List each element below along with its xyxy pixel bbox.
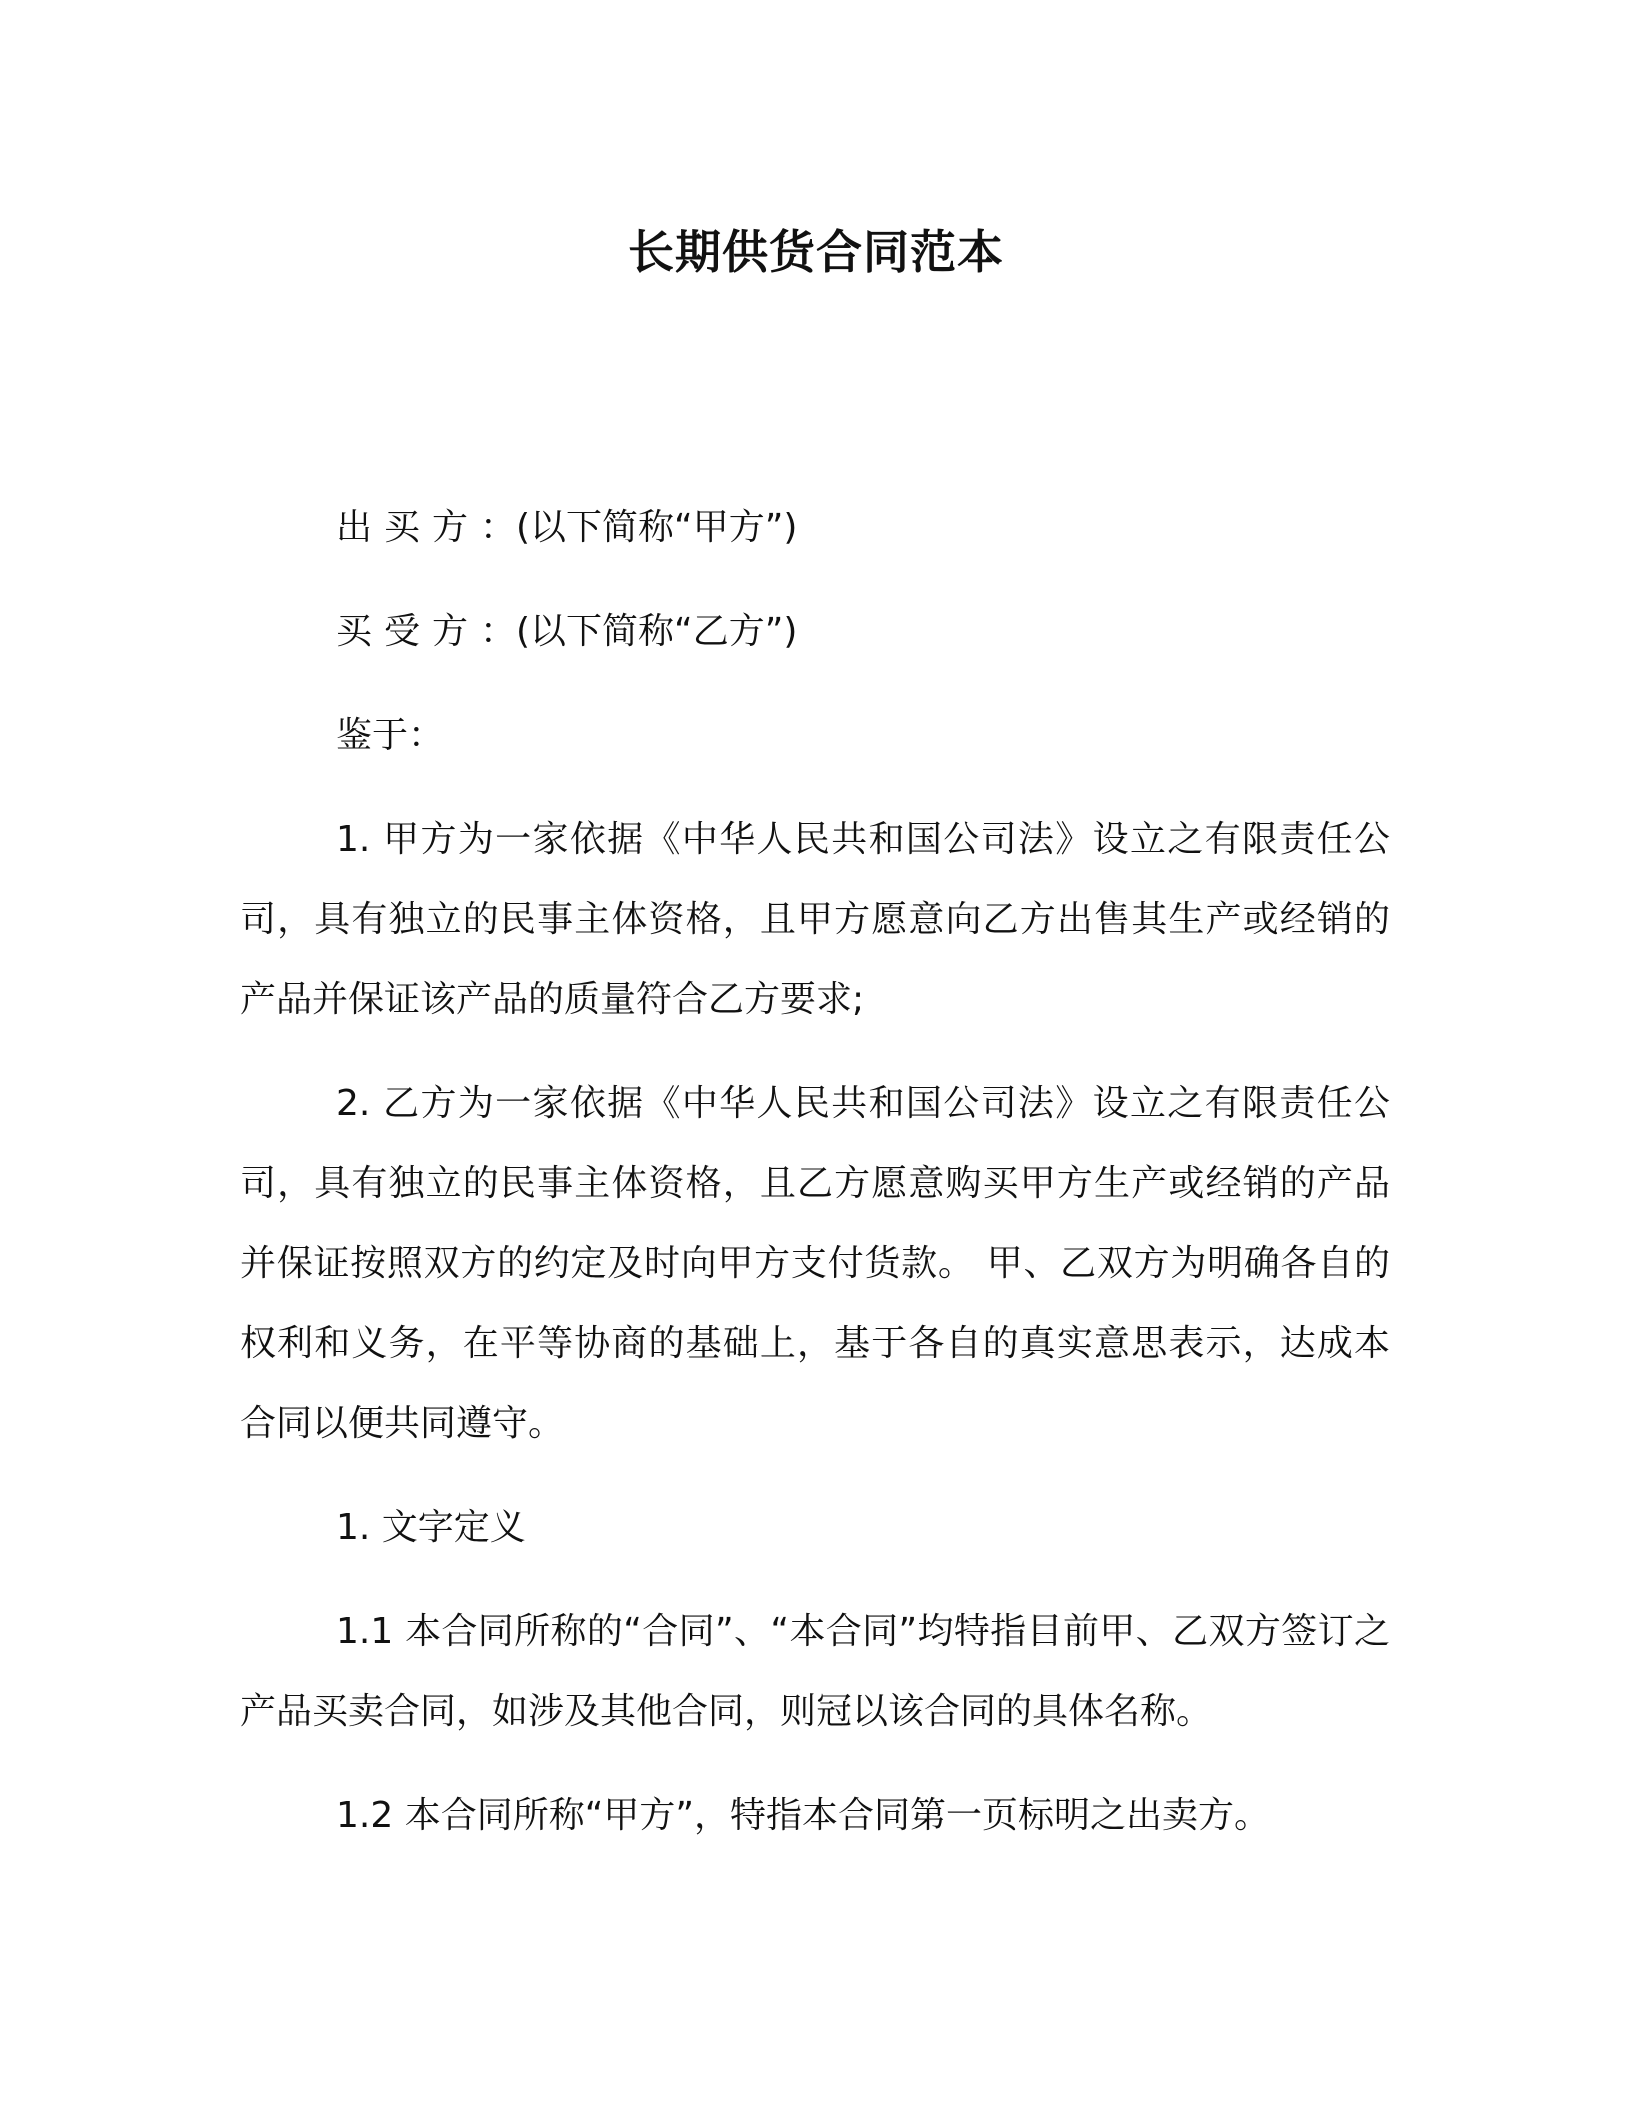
buyer-line xyxy=(240,592,1390,672)
buyer-label: 买受方 xyxy=(336,611,481,652)
document-title: 长期供货合同范本 xyxy=(628,225,1004,279)
seller-rest: ：(以下简称“甲方”) xyxy=(480,507,798,548)
clause-1-1: 1.1 本合同所称的“合同”、“本合同”均特指目前甲、乙双方签订之产品买卖合同，如涉及其他合同，则冠以该合同的具体名称。 xyxy=(240,1611,1390,1732)
recital-1: 1. 甲方为一家依据《中华人民共和国公司法》设立之有限责任公司，具有独立的民事主体资格，且甲方愿意向乙方出售其生产或经销的产品并保证该产品的质量符合乙方要求; xyxy=(240,819,1390,1020)
seller-line xyxy=(240,488,1390,568)
section-1-heading: 1. 文字定义 xyxy=(336,1507,526,1548)
clause-1-2: 1.2 本合同所称“甲方”，特指本合同第一页标明之出卖方。 xyxy=(336,1795,1270,1836)
document-body xyxy=(240,488,1390,1856)
whereas-heading: 鉴于： xyxy=(336,715,445,756)
seller-label: 出买方 xyxy=(336,507,481,548)
buyer-rest: ：(以下简称“乙方”) xyxy=(480,611,798,652)
recital-2: 2. 乙方为一家依据《中华人民共和国公司法》设立之有限责任公司，具有独立的民事主体资格，且乙方愿意购买甲方生产或经销的产品并保证按照双方的约定及时向甲方支付货款。 甲、乙双方为明确各自的权利和义务，在平等协商的基础上，基于各自的真实意思表示，达成本合同以便共同遵守。 xyxy=(240,1083,1390,1444)
